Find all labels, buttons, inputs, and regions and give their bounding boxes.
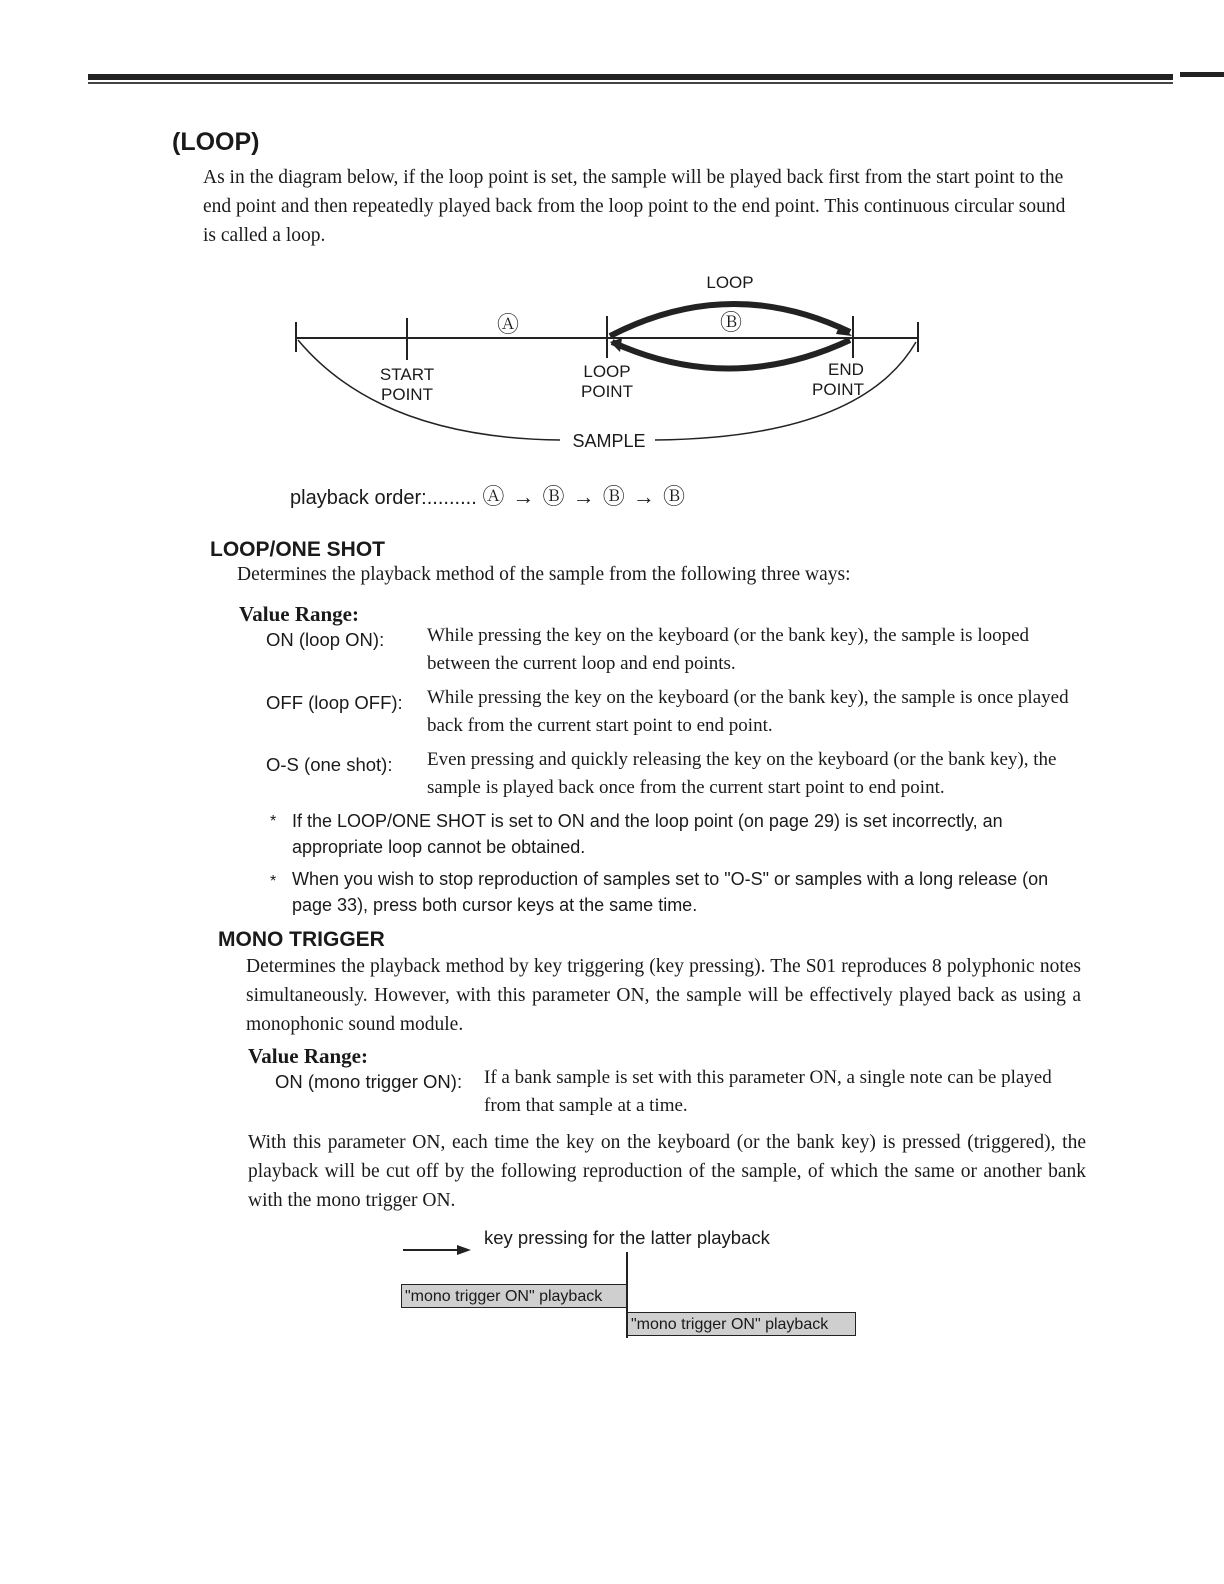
end-point-label-2: POINT xyxy=(812,380,864,399)
playback-order-label: playback order:......... xyxy=(290,487,477,509)
value-label-mono-on: ON (mono trigger ON): xyxy=(275,1071,463,1092)
value-label-one-shot: O-S (one shot): xyxy=(266,754,393,775)
marker-b: Ⓑ xyxy=(719,310,743,335)
value-label-off: OFF (loop OFF): xyxy=(266,692,403,713)
marker-a: Ⓐ xyxy=(496,312,520,337)
note-stop-reproduction: When you wish to stop reproduction of samples set to "O-S" or samples with a long release (on page 33), press both cursor keys at the same time. xyxy=(292,869,1049,915)
header-rule-tab xyxy=(1180,72,1224,77)
header-rule-thin xyxy=(88,82,1173,84)
value-desc-mono-on: If a bank sample is set with this parameter ON, a single note can be played from that sample at a time. xyxy=(484,1067,1052,1116)
section-title: (LOOP) xyxy=(172,128,260,156)
loop-one-shot-heading: LOOP/ONE SHOT xyxy=(210,538,386,561)
loop-point-label-1: LOOP xyxy=(583,362,631,381)
start-point-label-2: POINT xyxy=(381,385,433,404)
playback-order-sequence: Ⓐ → Ⓑ → Ⓑ → Ⓑ xyxy=(482,484,686,509)
playback-box-first: "mono trigger ON" playback xyxy=(401,1284,627,1308)
loop-point-label-2: POINT xyxy=(581,382,633,401)
note-loop-point: If the LOOP/ONE SHOT is set to ON and the loop point (on page 29) is set incorrectly, an appropriate loop cannot be obtained. xyxy=(292,811,1003,857)
end-point-label-1: END xyxy=(828,360,864,379)
note-bullet-1: * xyxy=(270,813,277,830)
arrow-icon xyxy=(457,1245,471,1255)
value-label-on: ON (loop ON): xyxy=(266,629,385,650)
value-desc-on: While pressing the key on the keyboard (or the bank key), the sample is looped between the current loop and end points. xyxy=(427,625,1030,674)
mono-trigger-heading: MONO TRIGGER xyxy=(218,928,385,951)
mono-value-range-title: Value Range: xyxy=(248,1044,368,1068)
key-press-arrow xyxy=(395,1232,495,1262)
diagram-loop-label: LOOP xyxy=(706,273,754,292)
sample-label: SAMPLE xyxy=(572,431,646,451)
loop-intro-paragraph: As in the diagram below, if the loop point is set, the sample will be played back first from the start point to the end point and then repeatedly played back from the loop point to the end point. This continuous circular sound is called a loop. xyxy=(203,167,1066,246)
sample-bracket-right xyxy=(655,342,916,440)
header-rule xyxy=(88,74,1173,80)
playback-order xyxy=(290,480,686,511)
mono-trigger-followup: With this parameter ON, each time the key on the keyboard (or the bank key) is pressed (triggered), the playback will be cut off by the following reproduction of the sample, of which the same or another bank with the mono trigger ON. xyxy=(248,1132,1086,1211)
loop-one-shot-description: Determines the playback method of the sample from the following three ways: xyxy=(237,564,851,585)
start-point-label-1: START xyxy=(379,365,435,384)
value-desc-off: While pressing the key on the keyboard (or the bank key), the sample is once played back from the current start point to end point. xyxy=(427,687,1069,736)
loop-value-range-title: Value Range: xyxy=(239,602,359,626)
loop-arc-bottom xyxy=(612,340,850,369)
value-desc-one-shot: Even pressing and quickly releasing the key on the keyboard (or the bank key), the sample is played back once from the current start point to end point. xyxy=(427,749,1057,798)
note-bullet-2: * xyxy=(270,873,277,890)
key-pressing-label: key pressing for the latter playback xyxy=(484,1227,770,1248)
mono-trigger-description: Determines the playback method by key triggering (key pressing). The S01 reproduces 8 polyphonic notes simultaneously. However, with this parameter ON, the sample will be effectively played back as using a monophonic sound module. xyxy=(246,956,1081,1035)
playback-box-second: "mono trigger ON" playback xyxy=(627,1312,856,1336)
